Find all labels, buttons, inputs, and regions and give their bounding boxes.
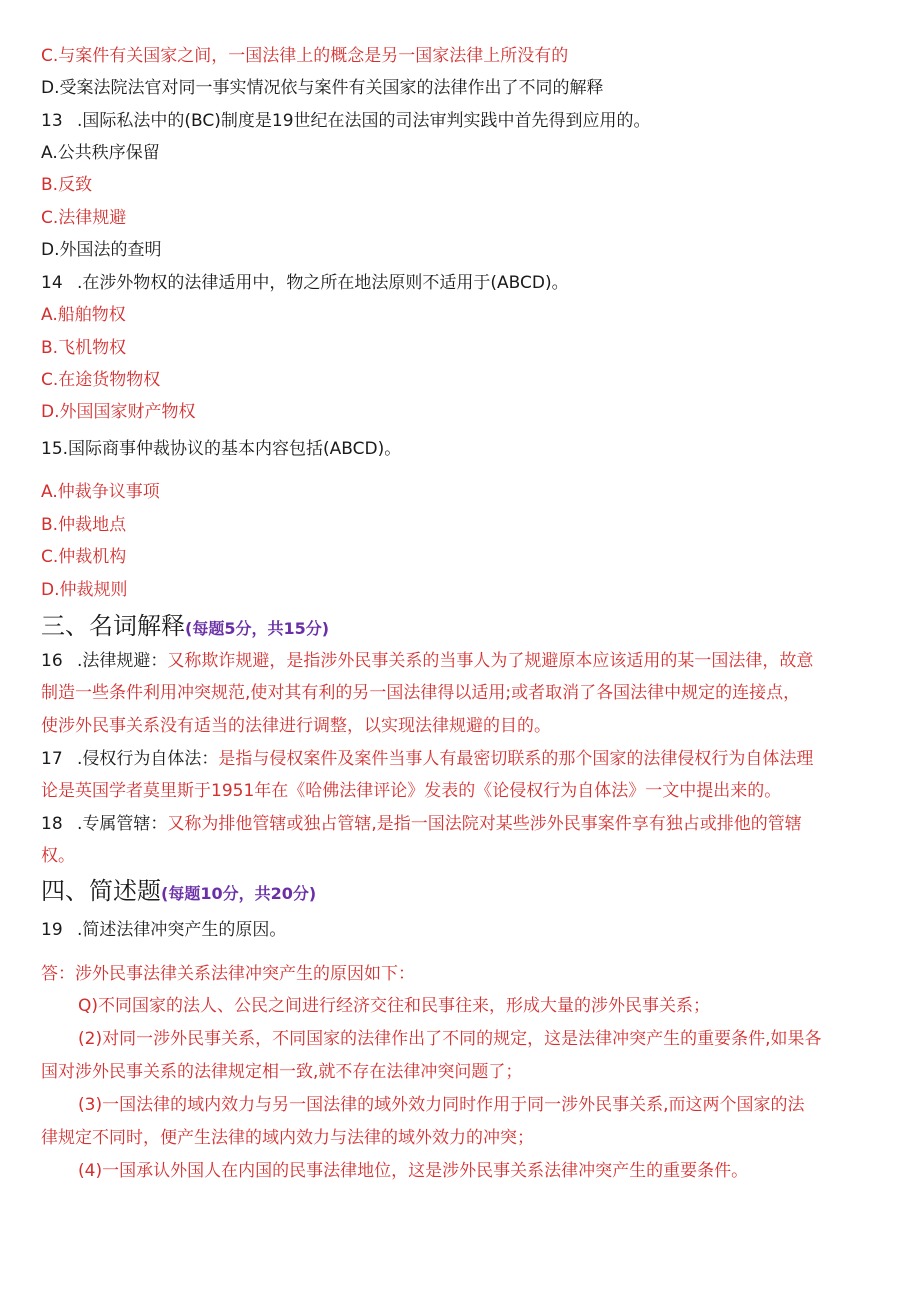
- q15-option-b: B.仲裁地点: [41, 515, 127, 535]
- q19-answer-point-4: (4)一国承认外国人在内国的民事法律地位，这是涉外民事关系法律冲突产生的重要条件。: [78, 1161, 749, 1181]
- q19-answer-point-2: (2)对同一涉外民事关系，不同国家的法律作出了不同的规定，这是法律冲突产生的重要条件,如果各: [78, 1029, 822, 1049]
- section-3-note: (每题5分，共15分): [185, 619, 330, 638]
- q17-line-1: [41, 747, 813, 771]
- q19-number: 19: [41, 920, 63, 940]
- q16-number: 16: [41, 651, 63, 671]
- q18-definition-2: 权。: [41, 846, 75, 866]
- q17-definition-1: 是指与侵权案件及案件当事人有最密切联系的那个国家的法律侵权行为自体法理: [218, 749, 814, 769]
- q16-line-1: [41, 649, 813, 673]
- q19-answer-point-2-cont: 国对涉外民事关系的法律规定相一致,就不存在法律冲突问题了；: [41, 1062, 523, 1082]
- q15-option-d: D.仲裁规则: [41, 580, 128, 600]
- q13-stem-text: .国际私法中的(BC)制度是19世纪在法国的司法审判实践中首先得到应用的。: [77, 111, 651, 131]
- q16-definition-1: 又称欺诈规避，是指涉外民事关系的当事人为了规避原本应该适用的某一国法律，故意: [167, 651, 814, 671]
- q14-option-b: B.飞机物权: [41, 338, 127, 358]
- section-4-title: 四、简述题: [41, 877, 161, 905]
- q19-stem: [41, 918, 286, 942]
- q17-definition-2: 论是英国学者莫里斯于1951年在《哈佛法律评论》发表的《论侵权行为自体法》一文中提出来的。: [41, 781, 782, 801]
- q13-stem: [41, 109, 651, 133]
- section-3-title: 三、名词解释: [41, 612, 185, 640]
- q14-stem: [41, 271, 569, 295]
- q13-option-c: C.法律规避: [41, 208, 127, 228]
- q14-stem-text: .在涉外物权的法律适用中，物之所在地法原则不适用于(ABCD)。: [77, 273, 569, 293]
- q18-line-1: [41, 812, 802, 836]
- q12-option-c: C.与案件有关国家之间，一国法律上的概念是另一国家法律上所没有的: [41, 46, 569, 66]
- q12-option-d: D.受案法院法官对同一事实情况依与案件有关国家的法律作出了不同的解释: [41, 78, 604, 98]
- section-4-note: (每题10分，共20分): [161, 884, 317, 903]
- q16-definition-3: 使涉外民事关系没有适当的法律进行调整，以实现法律规避的目的。: [41, 716, 551, 736]
- q14-option-d: D.外国国家财产物权: [41, 402, 196, 422]
- q15-option-c: C.仲裁机构: [41, 547, 127, 567]
- q19-answer-intro: 答：涉外民事法律关系法律冲突产生的原因如下：: [41, 964, 415, 984]
- q18-number: 18: [41, 814, 63, 834]
- q14-option-a: A.船舶物权: [41, 305, 126, 325]
- q15-option-a: A.仲裁争议事项: [41, 482, 160, 502]
- q13-number: 13: [41, 111, 63, 131]
- section-3-heading: [41, 611, 329, 644]
- q14-number: 14: [41, 273, 63, 293]
- q18-term: .专属管辖：: [77, 814, 168, 834]
- q19-answer-point-3-cont: 律规定不同时，便产生法律的域内效力与法律的域外效力的冲突；: [41, 1128, 534, 1148]
- q13-option-d: D.外国法的查明: [41, 240, 162, 260]
- q19-answer-point-3: (3)一国法律的域内效力与另一国法律的域外效力同时作用于同一涉外民事关系,而这两个国家的法: [78, 1095, 805, 1115]
- q19-answer-point-1: Q)不同国家的法人、公民之间进行经济交往和民事往来，形成大量的涉外民事关系；: [78, 996, 711, 1016]
- section-4-heading: [41, 876, 316, 909]
- q16-term: .法律规避：: [77, 651, 168, 671]
- q17-term: .侵权行为自体法：: [77, 749, 219, 769]
- q17-number: 17: [41, 749, 63, 769]
- q13-option-b: B.反致: [41, 175, 93, 195]
- q16-definition-2: 制造一些条件利用冲突规范,使对其有利的另一国法律得以适用;或者取消了各国法律中规定的连接点，: [41, 683, 801, 703]
- q19-stem-text: .简述法律冲突产生的原因。: [77, 920, 287, 940]
- q14-option-c: C.在途货物物权: [41, 370, 161, 390]
- q13-option-a: A.公共秩序保留: [41, 143, 160, 163]
- q15-stem: 15.国际商事仲裁协议的基本内容包括(ABCD)。: [41, 439, 402, 459]
- q18-definition-1: 又称为排他管辖或独占管辖,是指一国法院对某些涉外民事案件享有独占或排他的管辖: [167, 814, 802, 834]
